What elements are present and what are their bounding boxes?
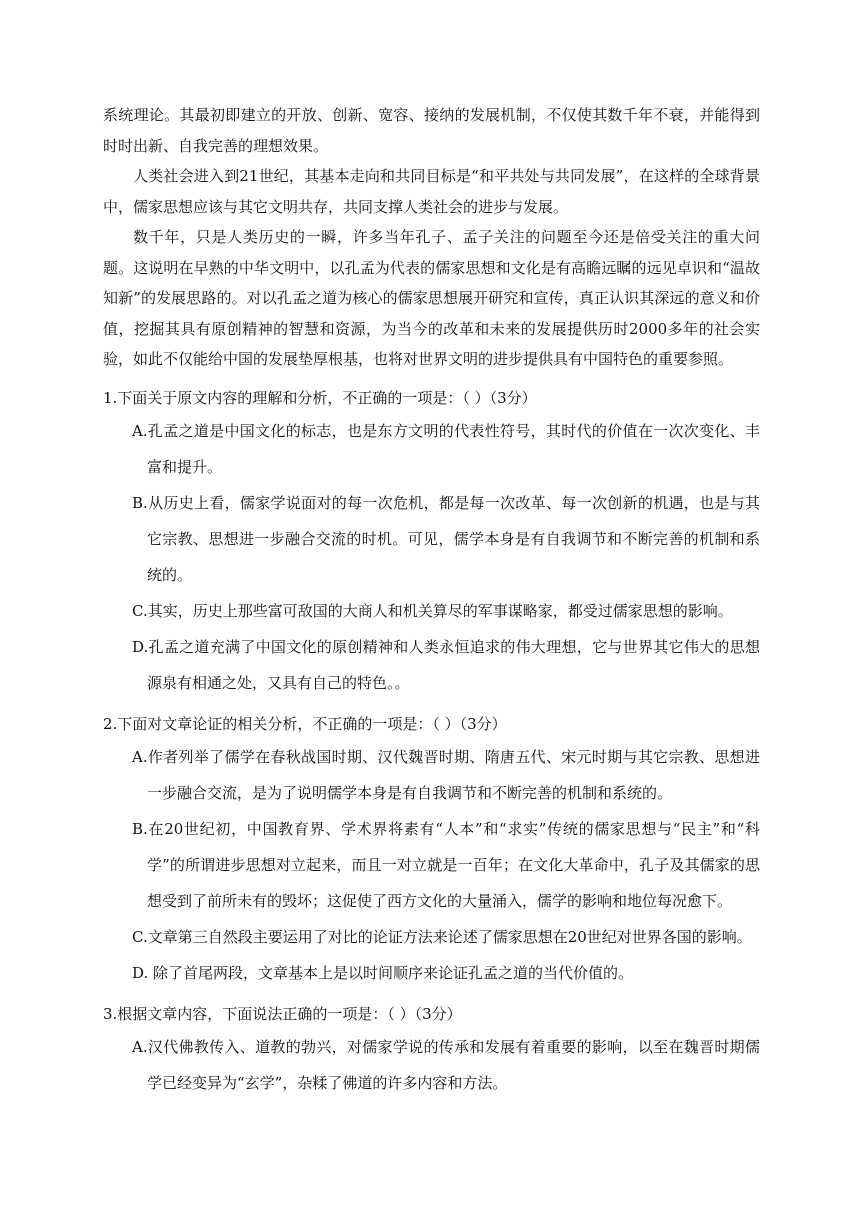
question-1 — [103, 383, 760, 701]
question-2 — [103, 709, 760, 991]
question-1-option-d: D.孔孟之道充满了中国文化的原创精神和人类永恒追求的伟大理想，它与世界其它伟大的思想源泉有相通之处，又具有自己的特色。。 — [132, 637, 760, 692]
question-1-stem: 1.下面关于原文内容的理解和分析，不正确的一项是：（ ）（3分） — [103, 388, 537, 407]
question-3-stem: 3.根据文章内容，下面说法正确的一项是：（ ）（3分） — [103, 1004, 462, 1023]
question-2-option-a: A.作者列举了儒学在春秋战国时期、汉代魏晋时期、隋唐五代、宋元时期与其它宗教、思想进一步融合交流，是为了说明儒学本身是有自我调节和不断完善的机制和系统的。 — [132, 747, 760, 802]
question-2-option-d: D. 除了首尾两段，文章基本上是以时间顺序来论证孔孟之道的当代价值的。 — [132, 963, 634, 982]
question-3 — [103, 999, 760, 1101]
question-1-option-b: B.从历史上看，儒家学说面对的每一次危机，都是每一次改革、每一次创新的机遇，也是与其它宗教、思想进一步融合交流的时机。可见，儒学本身是有自我调节和不断完善的机制和系统的。 — [132, 493, 760, 584]
passage-paragraph-2: 人类社会进入到21世纪，其基本走向和共同目标是“和平共处与共同发展”，在这样的全球背景中，儒家思想应该与其它文明共存，共同支撑人类社会的进步与发展。 — [103, 167, 760, 216]
question-1-option-a: A.孔孟之道是中国文化的标志，也是东方文明的代表性符号，其时代的价值在一次次变化、丰富和提升。 — [132, 421, 760, 476]
question-3-option-a: A.汉代佛教传入、道教的勃兴，对儒家学说的传承和发展有着重要的影响，以至在魏晋时期儒学已经变异为“玄学”，杂糅了佛道的许多内容和方法。 — [132, 1037, 760, 1092]
question-1-option-c: C.其实，历史上那些富可敌国的大商人和机关算尽的军事谋略家，都受过儒家思想的影响。 — [132, 601, 733, 620]
passage-paragraph-1: 系统理论。其最初即建立的开放、创新、宽容、接纳的发展机制，不仅使其数千年不衰，并能得到时时出新、自我完善的理想效果。 — [103, 106, 760, 155]
question-2-stem: 2.下面对文章论证的相关分析，不正确的一项是：（ ）（3分） — [103, 714, 507, 733]
document-page — [103, 100, 760, 1101]
passage-paragraph-3: 数千年，只是人类历史的一瞬，许多当年孔子、孟子关注的问题至今还是倍受关注的重大问题。这说明在早熟的中华文明中，以孔孟为代表的儒家思想和文化是有高瞻远瞩的远见卓识和“温故知新”的发展思路的。对以孔孟之道为核心的儒家思想展开研究和宣传，真正认识其深远的意义和价值，挖掘其具有原创精神的智慧和资源，为当今的改革和未来的发展提供历时2000多年的社会实验，如此不仅能给中国的发展垫厚根基，也将对世界文明的进步提供具有中国特色的重要参照。 — [103, 228, 760, 368]
question-2-option-c: C.文章第三自然段主要运用了对比的论证方法来论述了儒家思想在20世纪对世界各国的影响。 — [132, 927, 752, 946]
question-2-option-b: B.在20世纪初，中国教育界、学术界将素有“人本”和“求实”传统的儒家思想与“民主”和“科学”的所谓进步思想对立起来，而且一对立就是一百年；在文化大革命中，孔子及其儒家的思想受到了前所未有的毁坏；这促使了西方文化的大量涌入，儒学的影响和地位每况愈下。 — [132, 819, 760, 910]
